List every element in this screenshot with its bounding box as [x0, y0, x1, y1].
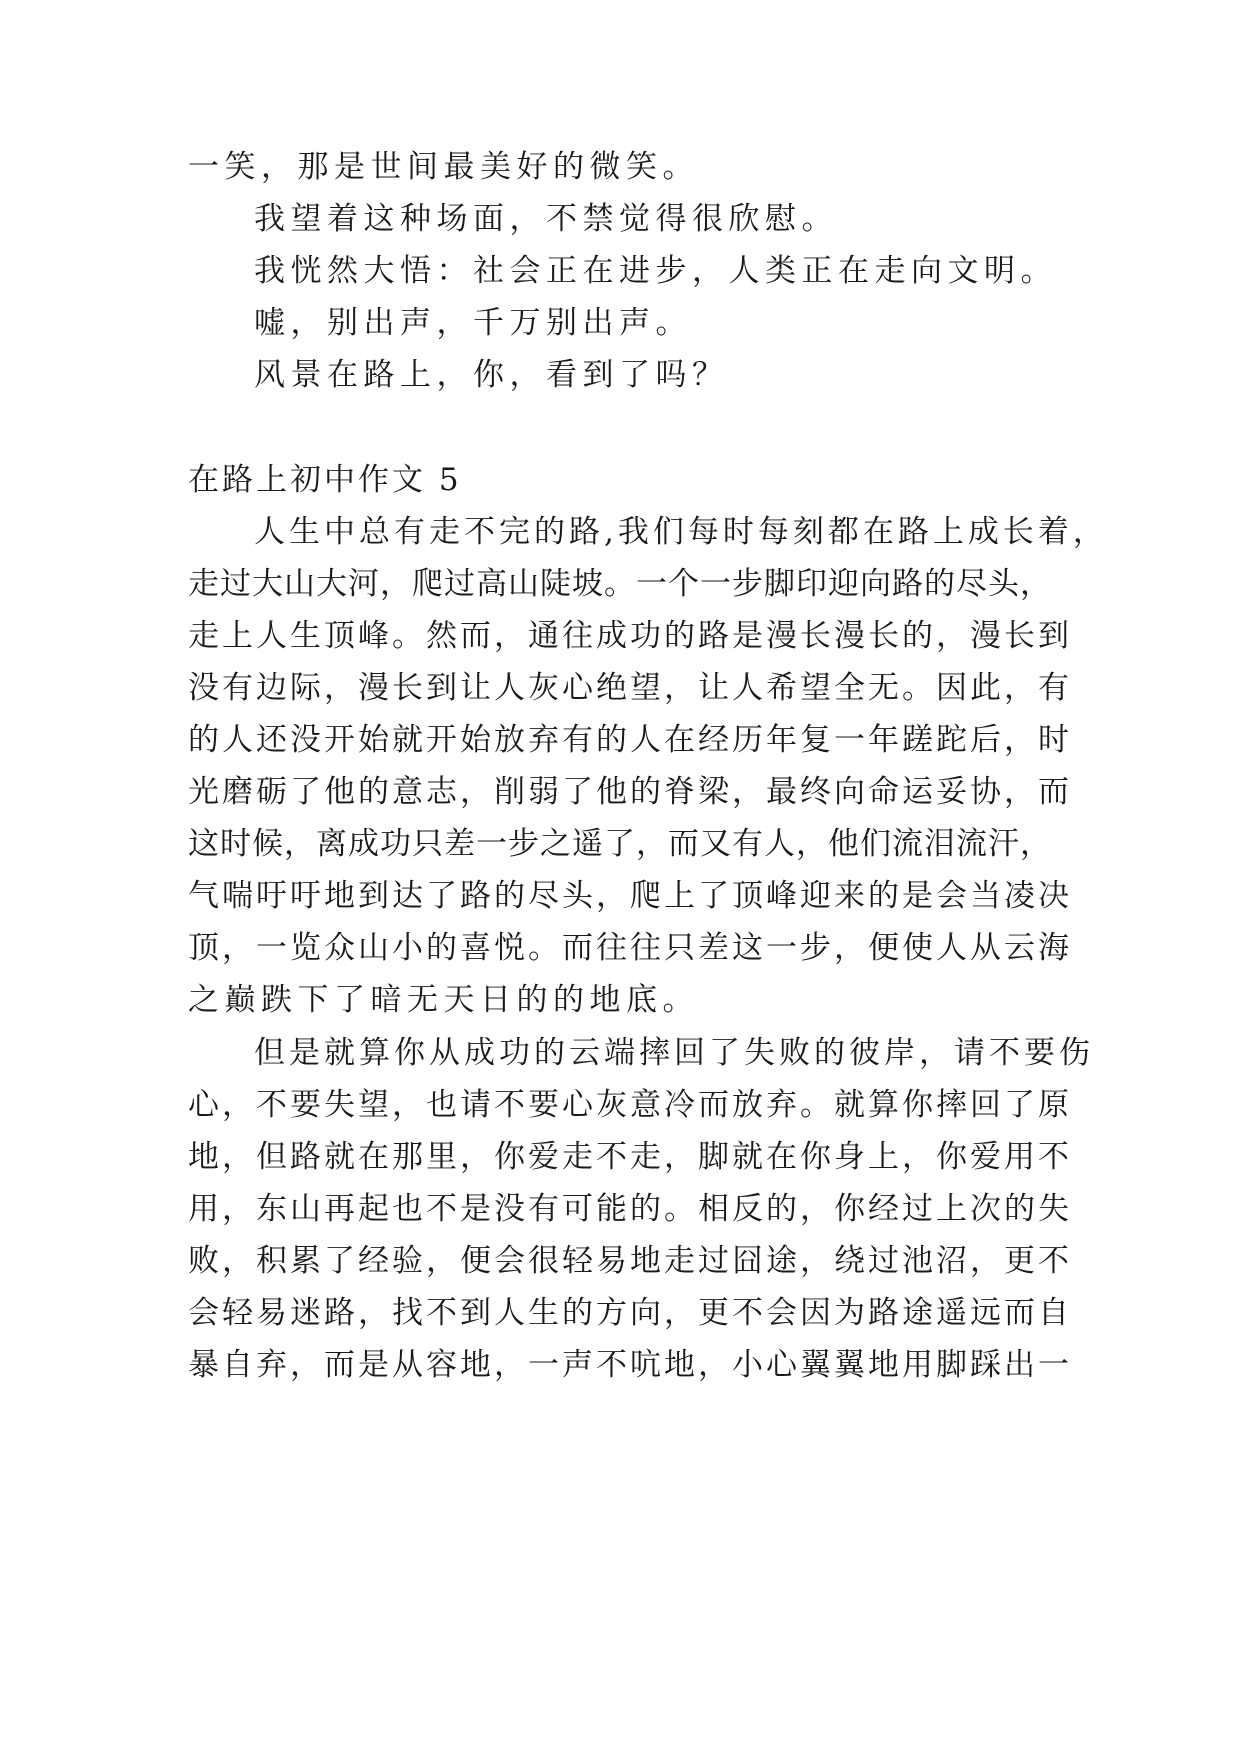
paragraph-line: 气喘吁吁地到达了路的尽头，爬上了顶峰迎来的是会当凌决 — [188, 878, 1072, 914]
paragraph-line: 光磨砺了他的意志，削弱了他的脊梁，最终向命运妥协，而 — [188, 774, 1072, 810]
text-line: 嘘，别出声，千万别出声。 — [254, 305, 692, 341]
paragraph-line: 之巅跌下了暗无天日的的地底。 — [188, 982, 699, 1018]
text-line: 我望着这种场面，不禁觉得很欣慰。 — [254, 201, 838, 237]
paragraph-line: 走上人生顶峰。然而，通往成功的路是漫长漫长的，漫长到 — [188, 618, 1072, 654]
paragraph-line: 人生中总有走不完的路,我们每时每刻都在路上成长着， — [254, 514, 1108, 550]
text-line: 一笑，那是世间最美好的微笑。 — [188, 149, 699, 185]
paragraph-line: 走过大山大河，爬过高山陡坡。一个一步脚印迎向路的尽头， — [188, 566, 1052, 602]
paragraph-line: 心，不要失望，也请不要心灰意冷而放弃。就算你摔回了原 — [188, 1087, 1072, 1123]
text-line: 风景在路上，你，看到了吗？ — [254, 357, 729, 393]
paragraph-line: 会轻易迷路，找不到人生的方向，更不会因为路途遥远而自 — [188, 1295, 1072, 1331]
paragraph-line: 这时候，离成功只差一步之遥了，而又有人，他们流泪流汗， — [188, 826, 1052, 862]
paragraph-line: 没有边际，漫长到让人灰心绝望，让人希望全无。因此，有 — [188, 670, 1072, 706]
paragraph-line: 地，但路就在那里，你爱走不走，脚就在你身上，你爱用不 — [188, 1139, 1072, 1175]
paragraph-line: 的人还没开始就开始放弃有的人在经历年复一年蹉跎后，时 — [188, 722, 1072, 758]
text-line: 我恍然大悟：社会正在进步，人类正在走向文明。 — [254, 253, 1057, 289]
paragraph-line: 用，东山再起也不是没有可能的。相反的，你经过上次的失 — [188, 1191, 1072, 1227]
section-title: 在路上初中作文 5 — [188, 462, 462, 498]
paragraph-line: 败，积累了经验，便会很轻易地走过囧途，绕过池沼，更不 — [188, 1243, 1072, 1279]
paragraph-line: 但是就算你从成功的云端摔回了失败的彼岸，请不要伤 — [254, 1035, 1094, 1071]
paragraph-line: 暴自弃，而是从容地，一声不吭地，小心翼翼地用脚踩出一 — [188, 1347, 1072, 1383]
paragraph-line: 顶，一览众山小的喜悦。而往往只差这一步，便使人从云海 — [188, 930, 1072, 966]
